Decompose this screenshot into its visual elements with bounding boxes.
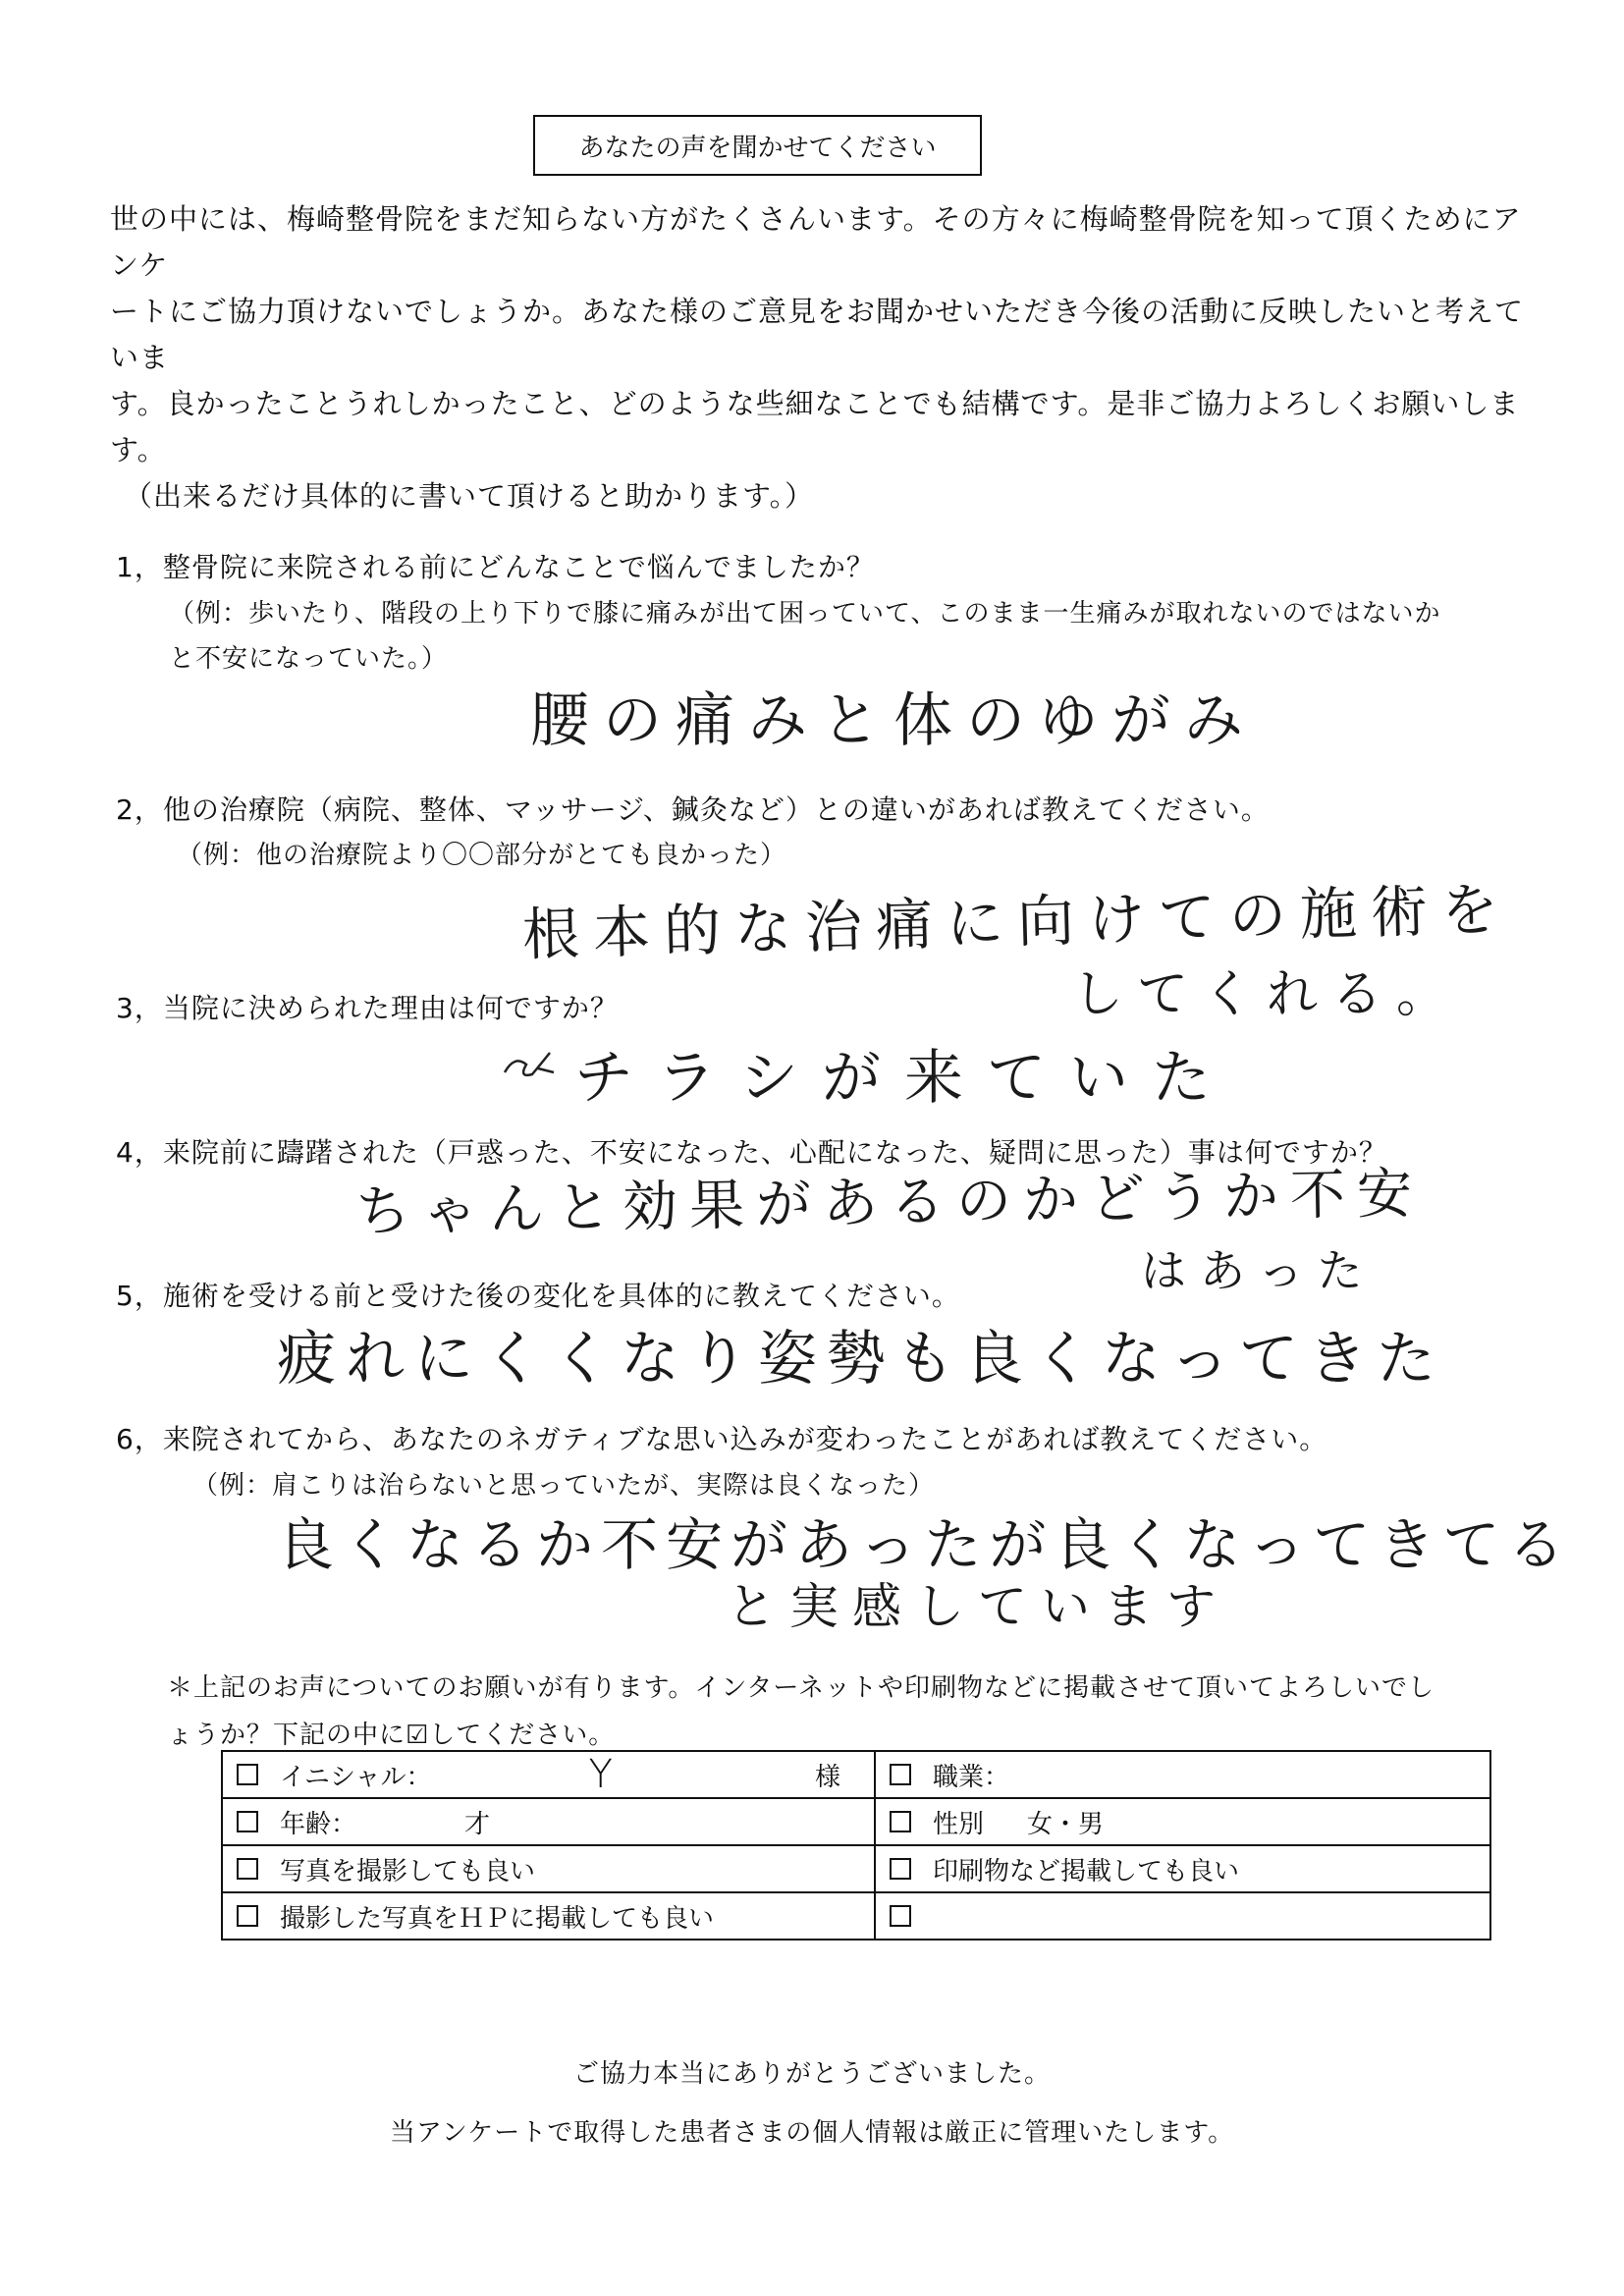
- intro-line-1: 世の中には、梅崎整骨院をまだ知らない方がたくさんいます。その方々に梅崎整骨院を知って頂くためにアンケ: [110, 202, 1522, 282]
- closing-text: [0, 2045, 1624, 2162]
- occupation-cell: [875, 1751, 1490, 1798]
- question-6-example: （例：肩こりは治らないと思っていたが、実際は良くなった）: [192, 1471, 936, 1501]
- gender-cell: [875, 1798, 1490, 1845]
- intro-line-3: す。良かったことうれしかったこと、どのような些細なことでも結構です。是非ご協力よろしくお願いします。: [110, 387, 1520, 466]
- question-6-answer-line-1: 良くなるか不安があったが良くなってきてる: [277, 1511, 1573, 1578]
- intro-line-2: ートにご協力頂けないでしょうか。あなた様のご意見をお聞かせいただき今後の活動に反映したいと考えていま: [110, 295, 1525, 374]
- question-1-example-line-2: と不安になっていた。）: [169, 644, 449, 674]
- print-checkbox[interactable]: [890, 1858, 911, 1880]
- age-label: 年齢：: [280, 1809, 357, 1839]
- closing-thanks: ご協力本当にありがとうございました。: [572, 2059, 1051, 2089]
- question-6-answer-line-2: と実感しています: [727, 1578, 1229, 1635]
- intro-text: [110, 196, 1543, 519]
- question-1-answer: 腰の痛みと体のゆがみ: [530, 686, 1257, 755]
- question-2-answer-line-1: 根本的な治痛に向けての施術を: [521, 875, 1513, 968]
- print-cell: [875, 1845, 1490, 1892]
- question-1-example-line-1: （例：歩いたり、階段の上り下りで膝に痛みが出て困っていて、このまま一生痛みが取れないのではないか: [169, 599, 1441, 629]
- initial-checkbox[interactable]: [237, 1764, 258, 1785]
- initial-label: イニシャル：: [280, 1762, 432, 1792]
- question-1-label: 1，整骨院に来院される前にどんなことで悩んでましたか？: [116, 551, 875, 583]
- photo-label: 写真を撮影しても良い: [280, 1856, 536, 1886]
- photo-cell: [222, 1845, 875, 1892]
- question-4-answer-line-1: ちゃんと効果があるのかどうか不安: [354, 1162, 1425, 1244]
- initial-cell: [222, 1751, 875, 1798]
- blank-checkbox[interactable]: [890, 1905, 911, 1927]
- initial-handwritten: Y: [588, 1752, 613, 1797]
- question-5-label: 5，施術を受ける前と受けた後の変化を具体的に教えてください。: [116, 1280, 960, 1312]
- scribble-mark: [499, 1043, 558, 1092]
- hp-checkbox[interactable]: [237, 1905, 258, 1927]
- question-2-label: 2，他の治療院（病院、整体、マッサージ、鍼灸など）との違いがあれば教えてください。: [116, 793, 1270, 826]
- gender-options: 女・男: [1027, 1809, 1105, 1839]
- question-2-answer-line-2: してくれる。: [1072, 965, 1462, 1024]
- hp-label: 撮影した写真をＨＰに掲載しても良い: [280, 1903, 715, 1934]
- question-4-answer-line-2: はあった: [1141, 1244, 1377, 1297]
- gender-checkbox[interactable]: [890, 1811, 911, 1832]
- hp-cell: [222, 1892, 875, 1940]
- question-6-label: 6，来院されてから、あなたのネガティブな思い込みが変わったことがあれば教えてください。: [116, 1423, 1328, 1455]
- consent-request: [167, 1665, 1542, 1759]
- consent-line-1: ＊上記のお声についてのお願いが有ります。インターネットや印刷物などに掲載させて頂いてよろしいでし: [167, 1673, 1435, 1703]
- occupation-label: 職業：: [933, 1762, 1010, 1792]
- question-3-label: 3，当院に決められた理由は何ですか？: [116, 992, 619, 1024]
- question-4-label: 4，来院前に躊躇された（戸惑った、不安になった、心配になった、疑問に思った）事は何ですか？: [116, 1136, 1387, 1169]
- question-2-example: （例：他の治療院より〇〇部分がとても良かった）: [177, 841, 787, 870]
- photo-checkbox[interactable]: [237, 1858, 258, 1880]
- gender-label: 性別: [933, 1809, 985, 1839]
- consent-table: [221, 1750, 1491, 1941]
- initial-suffix: 様: [814, 1762, 840, 1792]
- question-5-answer: 疲れにくくなり姿勢も良くなってきた: [277, 1325, 1445, 1394]
- age-cell: [222, 1798, 875, 1845]
- survey-title: あなたの声を聞かせてください: [533, 115, 982, 176]
- occupation-checkbox[interactable]: [890, 1764, 911, 1785]
- intro-note: （出来るだけ具体的に書いて頂けると助かります。）: [124, 479, 815, 513]
- consent-line-2: ょうか？下記の中に☑してください。: [167, 1721, 616, 1750]
- print-label: 印刷物など掲載しても良い: [933, 1856, 1240, 1886]
- age-suffix: 才: [464, 1809, 491, 1839]
- closing-privacy: 当アンケートで取得した患者さまの個人情報は厳正に管理いたします。: [389, 2118, 1235, 2148]
- blank-cell: [875, 1892, 1490, 1940]
- age-checkbox[interactable]: [237, 1811, 258, 1832]
- question-3-answer: チラシが来ていた: [574, 1044, 1234, 1113]
